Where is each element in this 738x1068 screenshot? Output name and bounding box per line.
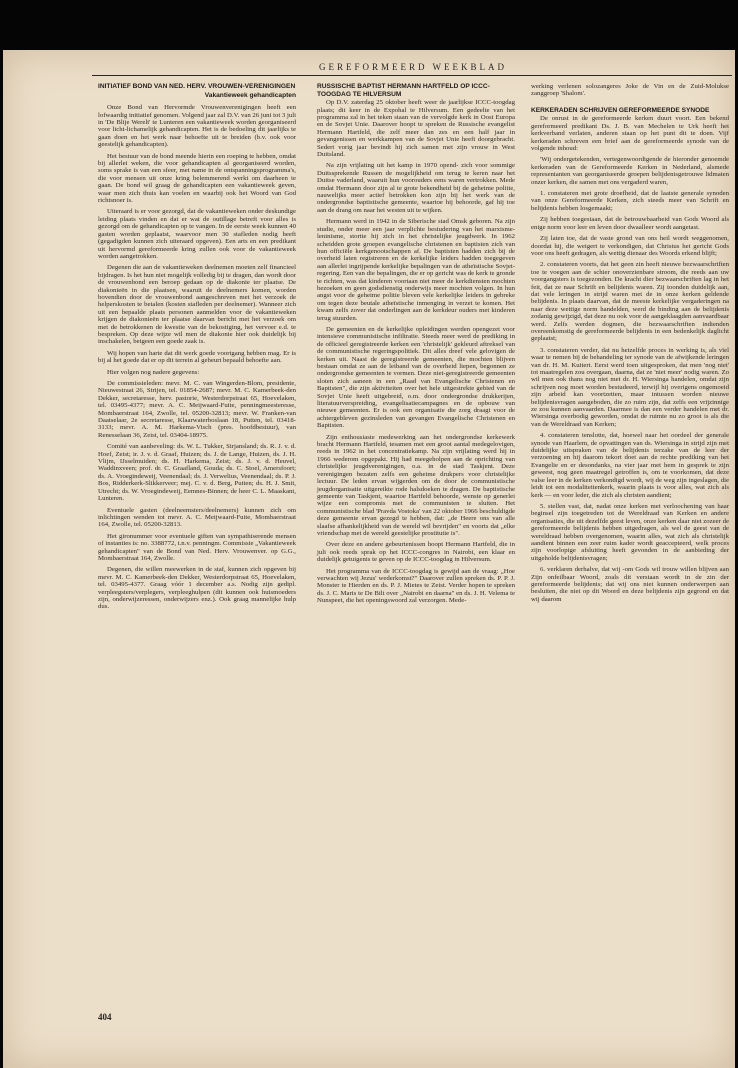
page-number: 404 xyxy=(98,1012,112,1022)
paragraph: Zij laten toe, dat de vaste grond van ons heil wordt weggenomen, doordat hij, die weigert te verkondigen, dat Christus het gericht Gods voor ons heeft gedragen, als wettig dienaar des Woords erkend blijft; xyxy=(531,235,729,257)
article-title: RUSSISCHE BAPTIST HERMANN HARTFELD OP ICCC-TOOGDAG TE HILVERSUM xyxy=(317,83,490,98)
paragraph: 'Wij ondergetekenden, vertegenwoordigende de hieronder genoemde kerkeraden van de Gereformeerde Kerken in Nederland, alsmede representanten van georganiseerde groepen belijdenisgetrouwe lidmaten onzer kerken, die samen met ons vergaderd waren, xyxy=(531,156,729,186)
paragraph: Het bestuur van de bond meende hierin een roeping te hebben, omdat bij allerlei weken, die voor gehandicapten al georganiseerd worden, soms sprake is van een sfeer, met name in de ontspanningsprogramma's, die voor mensen uit onze kring belemmerend werkt om daarheen te gaan. De bond wil graag de gehandicapten een vakantieweek geven, waar men zich thuis kan voelen en waarbij ook het Woord van God richtsnoer is. xyxy=(98,152,296,205)
paragraph-continued: werking verlenen solozangeres Joke de Vin en de Zuid-Molukse zanggroep 'Shalom'. xyxy=(531,83,729,98)
paragraph: Hermann werd in 1942 in de Siberische stad Omsk geboren. Na zijn studie, onder meer een jaar verplichte bestudering van het marxisme-leninisme, stortte hij zich in het christelijke jeugdwerk. In 1962 scheidden grote groepen evangelische christenen en baptisten zich van hun officiële kerkgenootschappen af. De baptisten hadden zich bij de overheid laten registreren en de kerkelijke leiders hadden toegegeven aan allerlei ingrijpende kerkelijke bepalingen van de atheïstische Sovjet-regering. Een van die bepalingen, die er op gericht was de kerk te gronde te richten, was dat kinderen voortaan niet meer de kerkdiensten mochten bezoeken en geen godsdienstig onderwijs meer mochten volgen. In hun angst voor de geheime politie bleven vele kerkelijke leiders in gebreke om tegen deze beutale atheïstische inmenging in verzet te komen. Het kwam zelfs zover dat onderlingen aan de kerkdeur ouders met kinderen terug stuurden. xyxy=(317,218,515,322)
paragraph: De gemeenten en de kerkelijke opleidingen werden opengezet voor intensieve communistische infiltratie. Steeds meer werd de prediking in de officieel geregistreerde kerken een 'christelijk' gekleurd aftreksel van de communistische regeringspolitiek. Dit alles dreef vele gelovigen de kerken uit. Naast de geregistreerde gemeenten, die mochten blijven bestaan omdat ze aan de leiband van de overheid liepen, begonnen ze ondergrondse gemeenten te vormen. Deze niet-geregistreerde gemeenten sloten zich aaneen in een „Raad van Evangelische Christenen en Baptisten", die zijn aktiviteiten over het hele uitgestrekte gebied van de Sovjet Unie heeft uitgebreid, o.m. door ondergrondse drukkerijen, literatuurverspreiding, evangelisatiecampagnes en de opbouw van nieuwe gemeenten. Er is ook een organisatie die zorg draagt voor de achtergebleven gezinsleden van gevangen Evangelische Christenen en Baptisten. xyxy=(317,325,515,430)
running-header xyxy=(90,62,736,74)
paragraph: Na zijn vrijlating uit het kamp in 1970 opend- zich voor sommige Duitssprekende Russen de mogelijkheid om terug te keren naar het Duitse vaderland, waaruit hun voorouders eens waren vertrokken. Mede omdat Hermann door zijn al te grote bekendheid bij de geheime politie, nauwelijks meer actief betrokken kon zijn bij het werk van de ondergrondse baptistische gemeente, waartoe hij behoorde, gaf hij toe aan de drang om naar het westen uit te wijken. xyxy=(317,162,515,214)
paragraph: Zij hebben toegestaan, dat de betrouwbaarheid van Gods Woord als enige norm voor leer en leven door dwaalleer wordt aangetast. xyxy=(531,216,729,231)
paragraph: Degenen, die willen meewerken in de staf, kunnen zich opgeven bij mevr. M. C. Kamerbeek-den Dekker, Westerdorpstraat 65, Hoevelaken, tel. 03495-4377. Graag vóór 1 december a.s. Nodig zijn gedipl. verpleegsters/verplegers, verpleeghulpen (dit kunnen ook huismoeders zijn, onderwijzeressen, onderwijzers enz.). Ook graag mannelijke hulp dus. xyxy=(98,566,296,611)
paragraph: Het programma van de ICCC-toogdag is gewijd aan de vraag: „Hoe verwachten wij Jezus' wederkomst?" Daarover zullen spreken ds. P. P. J. Monster te Hierden en ds. P. J. Mietes te Zeist. Verder hopen te spreken ds. J. C. Maris te De Bilt over „Nairobi en daarna" en ds. J. H. Velema te Nunspeet, die het openingswoord zal verzorgen. Mede- xyxy=(317,567,515,605)
article-column-1 xyxy=(98,83,296,615)
header-rule xyxy=(92,75,732,76)
paragraph: Onze Bond van Hervormde Vrouwenverenigingen heeft een lofwaardig initiatief genomen. Volgend jaar zal D.V. van 26 juni tot 3 juli in 'De Blije Werelt' te Lunteren een vakantieweek worden georganiseerd voor licht-lichamelijk gehandicapten. Het is de bedoeling dit jaarlijks te gaan doen en het werk naar behoefte uit te breiden (b.v. ook voor geestelijk gehandicapten). xyxy=(98,104,296,149)
article-column-3 xyxy=(531,83,729,607)
article-subtitle: Vakantieweek gehandicapten xyxy=(204,91,296,99)
paragraph: Over deze en andere gebeurtenissen hoopt Hermann Hartfeld, die in juli ook reeds sprak op het ICCC-congres in Nairobi, een klaar en duidelijk getuigenis te geven op de ICCC-toogdag in Hilversum. xyxy=(317,541,515,564)
article-column-2 xyxy=(317,83,515,609)
paragraph: Uiteraard is er voor gezorgd, dat de vakantieweken onder deskundige leiding plaats vinden en dat er wat de outillage betreft voor alles is gezorgd om de gehandicapten op te vangen. In de eerste week kunnen 40 gasten worden geplaatst, waarvoor men 30 stafleden nodig heeft (gegadigden kunnen zich uiteraard opgeven). Een arts en een predikant uit hervormd gereformeerde kring zullen ook voor de vakantieweek worden aangetrokken. xyxy=(98,208,296,260)
paragraph: Hier volgen nog nadere gegevens: xyxy=(107,368,200,376)
paragraph: Wij hopen van harte dat dit werk goede voortgang hebben mag. Er is bij al het goede dat er op dit terrein al gebeurt bepaald behoefte aan. xyxy=(98,349,296,365)
paragraph: 5. stellen vast, dat, nadat onze kerken met verloochening van haar beginsel zijn toegetreden tot de Wereldraad van Kerken en andere organisaties, die uit dezelfde geest leven, onze kerken daar niet zozeer de gereformeerde belijdenis hebben uitgedragen, als wel de geest van de wereldraad hebben overgenomen, waarin alles, wat zich als christelijk aandient binnen een zeer ruim kader wordt geaccepteerd, welk proces zijn voorlopige afsluiting heeft gevonden in de aanbieding der uitgeholde belijdenisvragen; xyxy=(531,502,729,562)
scan-border-top xyxy=(0,0,738,50)
paragraph: Het gironummer voor eventuele giften van sympathiserende mensen of instanties is: no. 3388772, t.n.v. penningm. Commissie „Vakantieweek gehandicapten" van de Bond van Ned. Herv. Vrouwenver. op G.G., Mombaerstraat 164, Zwolle. xyxy=(98,532,296,562)
paragraph: 6. verklaren derhalve, dat wij -om Gods wil trouw willen blijven aan Zijn onfeilbaar Woord, zoals dit verstaan wordt in de zin der gereformeerde belijdenis; dat wij ons niet kunnen onderwerpen aan besluiten, die niet op dit Woord en deze belijdenis zijn gegrond en dat wij daarom xyxy=(531,566,729,603)
paragraph: 4. constateren tenslotte, dat, hoewel naar het oordeel der generale synode van Haarlem, de opvattingen van ds. Wiersinga in strijd zijn met duidelijke uitspraken van de belijdenis terzake van de leer der verzoening en hij daarom tekort doet aan de rechte prediking van het Evangelie en er desondanks, na vier jaar met hem in gesprek te zijn geweest, nog geen maatregel getroffen is, om te voorkomen, dat deze valse leer in de kerken verkondigd wordt, wij de weg zijn ingeslagen, die leidt tot een modaliteitenkerk, waarin plaats is voor alles, wat zich als kerk — en voor leder, die zich als christen aandient; xyxy=(531,432,729,499)
paragraph: Degenen die aan de vakantieweken deelnemen moeten zelf financieel bijdragen. Is het hun niet mogelijk volledig bij te dragen, dan wordt door de vrouwenbond een beroep gedaan op de diakonie ter plaatse. De diakonieën in die plaatsen, waaruit de deelnemers komen, worden bovendien door de vrouwenbond aangeschreven met het verzoek de helperskosten te betalen (kosten stafleden per deelnemer). Wanneer zich uit een bepaalde plaats personen aanmelden voor de vakantieweken krijgen de diakonieën ter plaatse daarvan bericht met het verzoek om met de betrokkenen de kwestie van de bekostiging, het vervoer e.d. te bespreken. Op deze wijze wil men de diakonie hier ook duidelijk bij inschakelen, betgeen een goede zaak is. xyxy=(98,264,296,346)
paragraph: 3. constateren verder, dat nu hetzelfde proces in werking is, als vïel waar te nemen bij de behandeling ter synode van de afwijkende leringen van dr. H. M. Kuitert. Eerst werd toen uitgesproken, dat men 'nog niet' tot maatregelen zou overgaan, daarna, dat ze 'niet meer' nodig waren. Zo wil men ook thans nog niet met dr. H. Wiersinga handelen, omdat zijn schrijven nog moet worden bestudeerd, terwijl hij overigens ongemoeid zijn arbeid kan voortzetten, maar intussen worden nieuwe belijdenisvragen aangeboden, die zo ruim zijn, dat zelfs een vrijzinnige ze zou kunnen aanvaarden. Daarmee is dan een verder handelen met dr. Wiersinga overbodig geworden, omdat de ruimte nu zo groot is als die van de Wereldraad van Kerken; xyxy=(531,346,729,428)
running-header-text: GEREFORMEERD WEEKBLAD xyxy=(318,62,508,72)
paragraph: Eventuele gasten (deelneemsters/deelnemers) kunnen zich om inlichtingen wenden tot mevr. A. C. Meijwaard-Fuite, Mombaerstraat 164, Zwolle, tel. 05200-32813. xyxy=(98,506,296,529)
paragraph: De onrust in de gereformeerde kerken duurt voort. Een bekend gereformeerd predikant Ds. J. B. van Mechelen te Urk heeft het kerkverband verlaten, anderen staan op het punt dit te doen. Vijf kerkeraden schreven een brief aan de gereformeerde synode van de volgende inhoud: xyxy=(531,115,729,153)
article-title: INITIATIEF BOND VAN NED. HERV. VROUWEN-VERENIGINGEN xyxy=(98,83,296,90)
paragraph: Zijn enthousiaste medewerking aan het ondergrondse kerkewerk bracht Hermann Hartfeld, tesamen met een groot aantal medegelovigen, reeds in 1962 in het concentratiekamp. Na zijn vrijlating werd hij in 1966 wederom opgepakt. Hij had meegeholpen aan de oprichting van christelijke jeugdverenigingen, o.a. in de stad Taskjent. Deze verenigingen bezaten zelfs een geheime drukpers voor christelijke lectuur. De leden ervan wijgerden om de door de communistische jeugdorganisatie uitgereikte rode halsdoeken te dragen. De baptistische gemeente van Taskjent, waartoe Hartfeld behoorde, wenste op generlei wijze een compromis met de communisten te sluiten. Het communistische blad 'Pravda Vostoka' van 22 oktober 1966 beschuldigde deze gemeente ervan gezegd te hebben, dat: „de Heere ons van alle slaafse afhankelijkheid van de wereld wil bevrijden" en voorts dat „elke vriendschap met de wereld geestelijke prostitutie is". xyxy=(317,433,515,537)
paragraph: Comité van aanbeveling: ds. W. L. Tukker, Sirjansland; ds. R. J. v. d. Hoef, Zeist; ir. J. v. d. Graaf, Huizen; ds. J. de Lange, Huizen, ds. J. H. Vlijm, IJsselmuiden; ds. H. Harkema, Zeist; ds. J. v. d. Heuvel, Waddinxveen; prof. dr. C. Graafland, Gouda; ds. C. Stoel, Amersfoort; ds. A. Vroegindeweij, Veenendaal; ds. J. Verwelius, Veenendaal; ds. P. J. Bos, Ridderkerk-Slikkerveer; mej. C. v. d. Berg, Putten; ds. H. J. Smit, Utrecht; ds. W. Vroegindeweij, Eemnes-Binnen; de heer C. L. Maaskant, Lunteren. xyxy=(98,443,296,503)
article-title: KERKERADEN SCHRIJVEN GEREFORMEERDE SYNODE xyxy=(531,106,710,114)
paragraph: 2. constateren voorts, dat het geen zin heeft nieuwe bezwaarschriften toe te voegen aan de schier onoverzienbare stroom, die reeds aan uw voorgangsters is toegezonden. De kracht dier bezwaarschriften lag in het feit, dat ze naar Schrift en belijdenis waren. Zij toonden duidelijk aan, dat vele leringen in strijd waren met de in onze kerken geldende belijdenis. In plaats daarvan, dat de meeste kerkelijke vergaderingen na naar deze wettige norm handelden, werd de binding aan de belijdenis zodanig gewijzigd, dat deze nu ook voor de aangeklaagden aanvaardbaar werd. Zelfs werden dogmen, die bezwaarschriften indienden overeenkomstig de gereformeerde belijdenis in een bedenkelijk daglicht geplaatst; xyxy=(531,261,729,343)
paragraph: 1. constateren met grote droefheid, dat de laatste generale synoden van onze Gereformeerde Kerken, zich steeds meer van Schrift en belijdenis hebben losgemaakt; xyxy=(531,190,729,212)
paragraph: Op D.V. zaterdag 25 oktober heeft weer de jaarlijkse ICCC-toogdag plaats; dit keer in de Expohal te Hilversum. Een gedeelte van het programma zal in het teken staan van de vervolgde kerk in Oost Europa en de Sovjet Unie. Daarover hoopt te spreken de Russische evangelist Hermann Hartfeld, die zelf meer dan zes en een half jaar in gevangenissen en werkkampen van de Sovjet Unie heeft doorgebracht. Sedert vorig jaar bevindt hij zich samen met zijn vrouw in West Duitsland. xyxy=(317,99,515,159)
paragraph: De commissieleden: mevr. M. C. van Wingerden-Blom, presidente, Nieuwestraat 26, Strijen, tel. 01854-2687; mevr. M. C. Kamerbeek-den Dekker, secretaresse, herv. pastorie, Westerdorpstraat 65, Hoevelaken, tel. 03495-4377; mevr. A. C. Meijwaard-Fuite, penningmeesteresse, Mombaerstraat 164, Zwolle, tel. 05200-32813; mevr. W. Franken-van Daatselaar, 2e secretaresse, Klaarwaterboslaan 18, Putten, tel. 03418-3133; mevr. A. M. Harkema-Visch (pres. hoofdbestuur), van Renesselaan 36, Zeist, tel. 03404-18975. xyxy=(98,380,296,439)
